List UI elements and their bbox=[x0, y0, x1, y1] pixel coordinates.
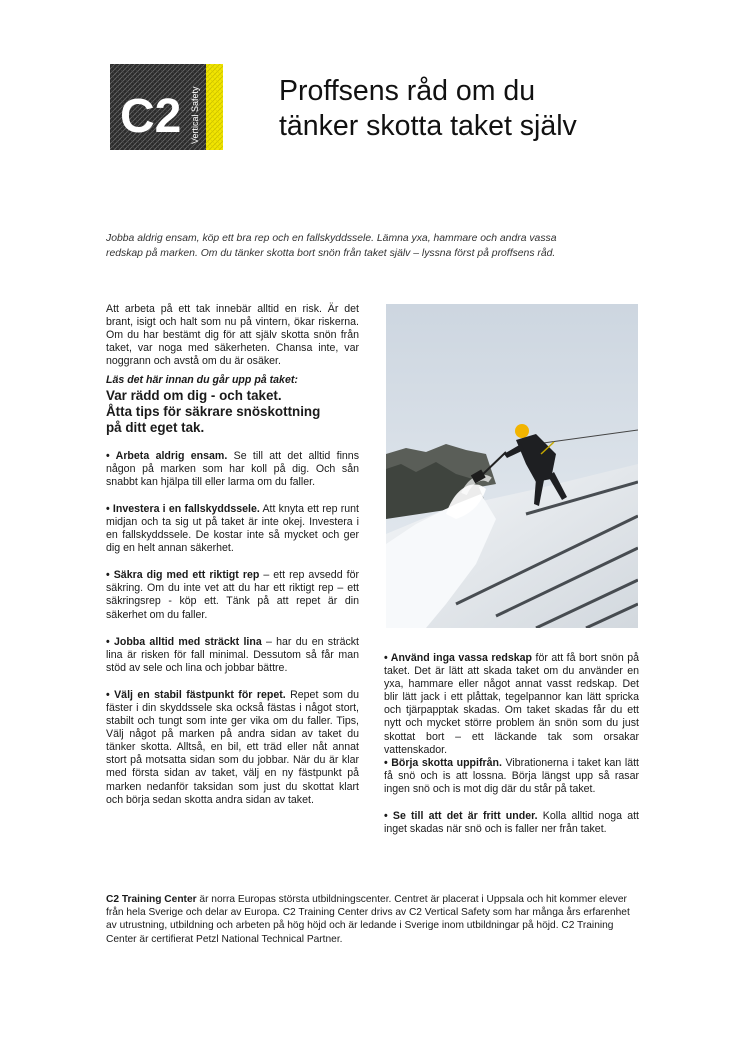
tip-4-text: – har du en sträckt lina är risken för fall minimal. Dessutom så får man stöd av sele och lina och jobbar bättre. bbox=[106, 635, 359, 674]
roof-snow-shoveling-photo bbox=[386, 304, 638, 628]
tip-2-title: • Investera i en fallskyddssele. bbox=[106, 502, 260, 515]
tip-7-text: Vibrationerna i taket kan lätt få snö och is att lossna. Börja längst upp så rasar ingen snö och is mot dig där du står på taket. bbox=[384, 756, 639, 795]
tip-4 bbox=[106, 636, 359, 675]
left-column bbox=[106, 303, 359, 807]
logo-mark: C2 bbox=[120, 90, 182, 143]
tips-heading bbox=[106, 388, 359, 436]
c2-vertical-safety-logo bbox=[110, 64, 223, 150]
tip-3-text: – ett rep avsedd för säkring. Om du inte vet att du har ett riktigt rep – ett säkringsrep - köp ett. Tänk på att repet är din säkerhet om du faller. bbox=[106, 569, 359, 621]
tip-8-text: Kolla alltid noga att inget skadas när snö och is faller ner från taket. bbox=[384, 810, 639, 836]
heading-line-3: på ditt eget tak. bbox=[106, 419, 205, 435]
page-title bbox=[279, 74, 699, 144]
tip-3-title: • Säkra dig med ett riktigt rep bbox=[106, 569, 260, 582]
title-line-2: tänker skotta taket själv bbox=[279, 110, 577, 142]
tip-1-title: • Arbeta aldrig ensam. bbox=[106, 449, 228, 462]
logo-side-text: Vertical Safety bbox=[190, 86, 200, 144]
tip-4-title: • Jobba alltid med sträckt lina bbox=[106, 635, 262, 648]
tip-1-text: Se till att det alltid finns någon på marken som har koll på dig. Och sån snabbt kan hjälpa till eller larma om du faller. bbox=[106, 449, 359, 488]
lead-line-1: Jobba aldrig ensam, köp ett bra rep och en fallskyddssele. Lämna yxa, hammare och andra vassa bbox=[106, 233, 557, 244]
tip-5 bbox=[106, 689, 359, 807]
subheading: Läs det här innan du går upp på taket: bbox=[106, 374, 298, 387]
tip-2 bbox=[106, 503, 359, 555]
tip-3 bbox=[106, 569, 359, 621]
footer-paragraph bbox=[106, 893, 639, 946]
intro-paragraph: Att arbeta på ett tak innebär alltid en risk. Är det brant, isigt och halt som nu på vintern, ökar riskerna. Om du har bestämt dig för att själv skotta snön från taket, var noga med säkerheten. Chansa inte, var noggrann och avstå om du är osäker. bbox=[106, 303, 359, 368]
tip-6 bbox=[384, 652, 639, 757]
tip-2-text: Att knyta ett rep runt midjan och ta sig ut på taket är inte okej. Investera i en fallskyddssele. De kostar inte så mycket och ger dig en helt annan säkerhet. bbox=[106, 502, 359, 555]
lead-paragraph bbox=[106, 232, 626, 261]
heading-line-2: Åtta tips för säkrare snöskottning bbox=[106, 403, 321, 419]
tip-5-text: Repet som du fäster i din skyddssele ska också fästas i något stort, stabilt och tungt som inte ger vika om du faller. Tips, Välj något på marken på andra sidan av taket du tänker skotta. Alltså, en bil, ett träd eller nåt annat stort på motsatta sidan som du jobbar. När du är klar med första sidan av taket, välj en ny fästpunkt på marken nedanför taksidan som just du skottat klart och börja sedan skotta andra sidan av taket. bbox=[106, 688, 359, 806]
footer-brand: C2 Training Center bbox=[106, 894, 197, 905]
title-line-1: Proffsens råd om du bbox=[279, 75, 536, 107]
tip-6-title: • Använd inga vassa redskap bbox=[384, 652, 533, 664]
tip-5-title: • Välj en stabil fästpunkt för repet. bbox=[106, 688, 286, 701]
right-column bbox=[384, 652, 639, 836]
tip-7 bbox=[384, 757, 639, 796]
footer-text: är norra Europas största utbildningscenter. Centret är placerat i Uppsala och hit kommer elever från hela Sverige och delar av Europa. C2 Training Center drivs av C2 Vertical Safety som har många års erfarenhet av utrustning, utbildning och arbeten på hög höjd och är ledande i Sverige inom utbildningar på höjd. C2 Training Center är certifierat Petzl National Technical Partner. bbox=[106, 894, 630, 945]
lead-line-2: redskap på marken. Om du tänker skotta bort snön från taket själv – lyssna först på proffsens råd. bbox=[106, 247, 556, 259]
tip-8-title: • Se till att det är fritt under. bbox=[384, 810, 538, 823]
footer-about bbox=[106, 893, 639, 946]
tip-1 bbox=[106, 450, 359, 489]
tip-8 bbox=[384, 810, 639, 836]
heading-line-1: Var rädd om dig - och taket. bbox=[106, 387, 282, 403]
tip-7-title: • Börja skotta uppifrån. bbox=[384, 756, 502, 769]
tip-6-text: för att få bort snön på taket. Det är lätt att skada taket om du använder en yxa, hammare eller något annat vasst redskap. Det blir lätt jack i ett plåttak, tegelpannor kan lätt spricka och tjärpapptak skadas. Om taket skadas får du ett nytt och mycket större problem än snön som du just skottat bort – ett läckande tak som orsakar vattenskador. bbox=[384, 652, 639, 756]
